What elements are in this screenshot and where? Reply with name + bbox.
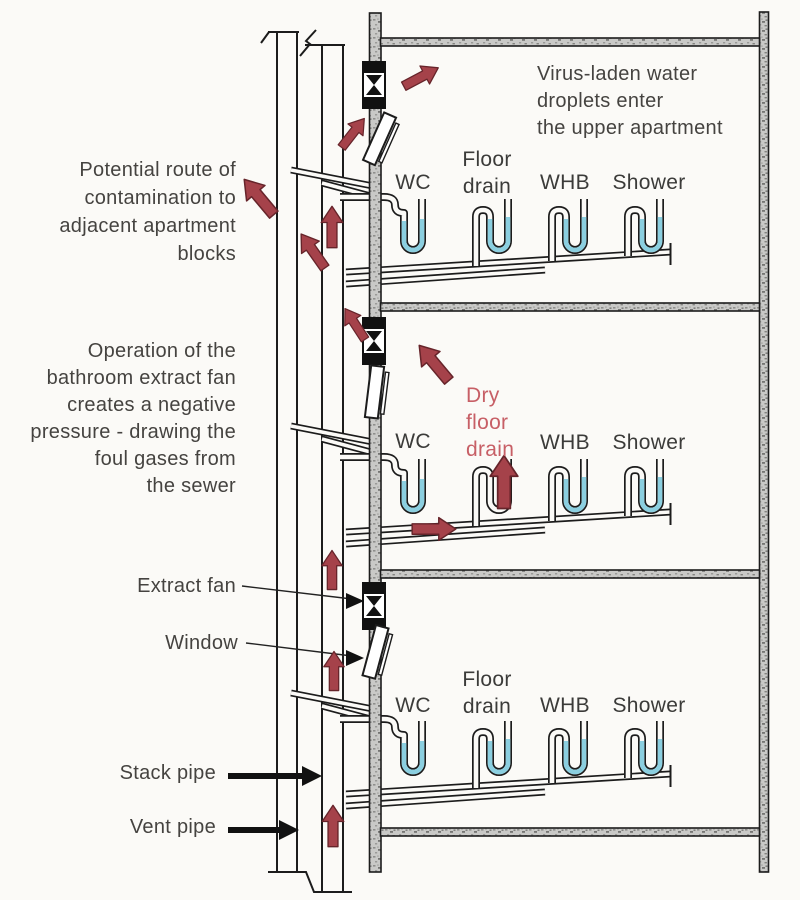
caption-line: creates a negative: [67, 394, 236, 416]
caption-line: floor: [466, 411, 509, 434]
caption-line: Virus-laden water: [537, 63, 698, 85]
extract-fan-symbol-top: [363, 62, 385, 108]
floor-slab: [381, 38, 760, 46]
floor-drain-label: drain: [462, 175, 512, 198]
whb-label: WHB: [540, 171, 590, 194]
floor-slab: [381, 303, 760, 311]
window-label: Window: [165, 632, 238, 654]
floor-slab: [381, 570, 760, 578]
wc-label: WC: [395, 171, 431, 194]
right-wall: [760, 12, 769, 872]
extract-fan-symbol-middle: [363, 318, 385, 364]
caption-line: the sewer: [146, 475, 236, 497]
shower-label: Shower: [612, 431, 686, 454]
caption-line: Potential route of: [79, 159, 236, 181]
floor-drain-label: Floor: [462, 148, 512, 171]
shower-label: Shower: [612, 171, 686, 194]
caption-line: drain: [466, 438, 515, 461]
caption-line: adjacent apartment: [59, 215, 236, 237]
caption-line: droplets enter: [537, 90, 664, 112]
caption-line: bathroom extract fan: [46, 367, 236, 389]
vent-pipe-label: Vent pipe: [129, 816, 216, 838]
whb-label: WHB: [540, 694, 590, 717]
shower-label: Shower: [612, 694, 686, 717]
floor-drain-label: drain: [462, 695, 512, 718]
wc-label: WC: [395, 694, 431, 717]
caption-line: foul gases from: [94, 448, 236, 470]
caption-line: Dry: [466, 384, 500, 407]
floor-drain-label: Floor: [462, 668, 512, 691]
floor-slab: [381, 828, 760, 836]
caption-line: pressure - drawing the: [30, 421, 236, 443]
extract-fan-symbol-bottom: [363, 583, 385, 629]
wc-label: WC: [395, 430, 431, 453]
caption-line: Operation of the: [87, 340, 236, 362]
caption-line: contamination to: [84, 187, 236, 209]
extract-fan-label: Extract fan: [137, 575, 236, 597]
stack-pipe-label: Stack pipe: [119, 762, 216, 784]
whb-label: WHB: [540, 431, 590, 454]
caption-line: blocks: [177, 243, 236, 265]
caption-line: the upper apartment: [537, 117, 723, 139]
